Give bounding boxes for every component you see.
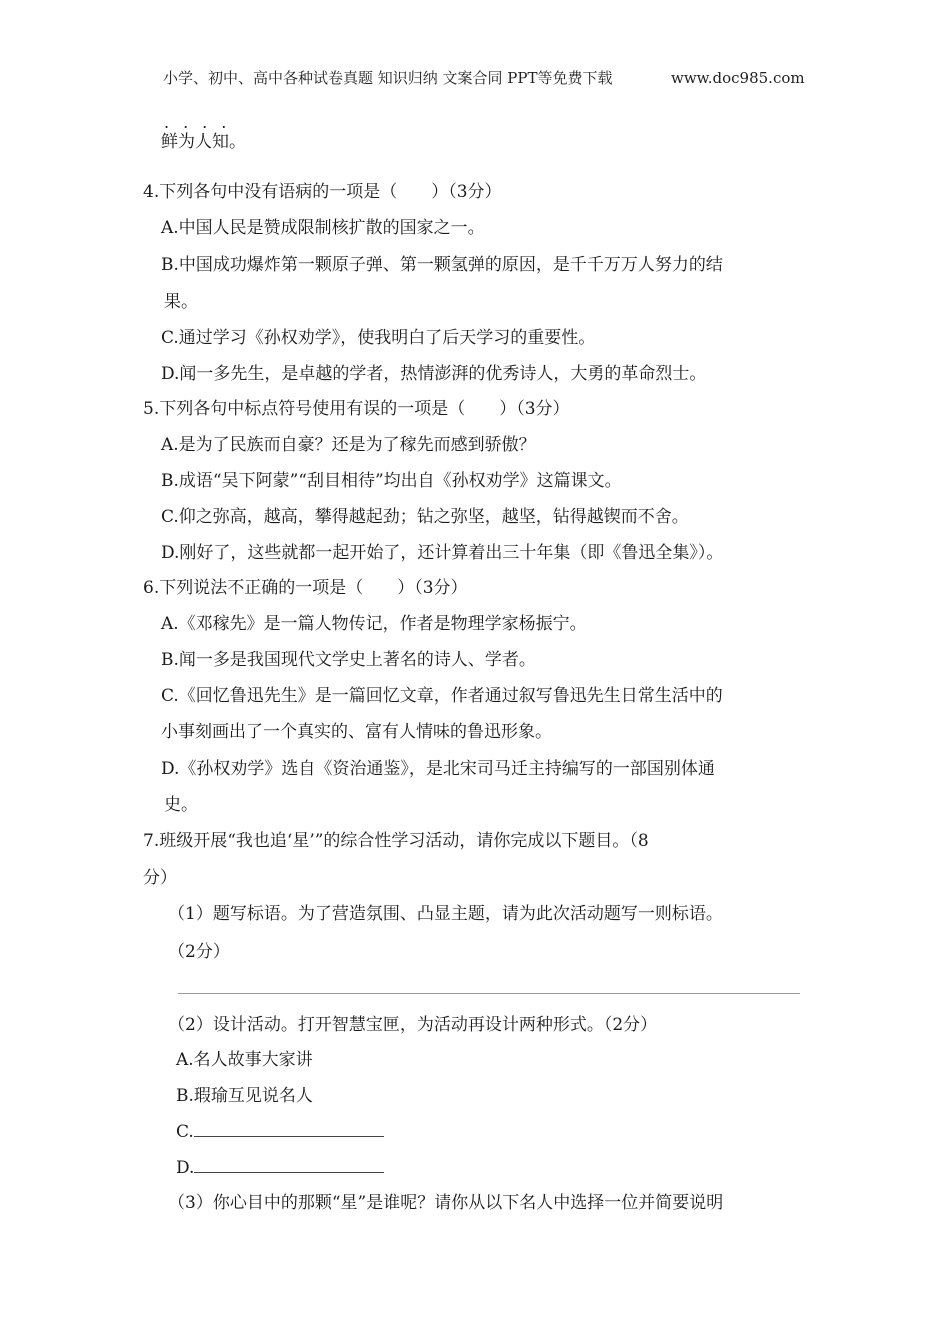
q4-stem: 4.下列各句中没有语病的一项是（ ）（3分） [143, 182, 502, 202]
q6-option-b: B.闻一多是我国现代文学史上著名的诗人、学者。 [161, 650, 536, 670]
q7-option-c-blank[interactable] [194, 1120, 384, 1137]
q7-stem-line2: 分） [143, 868, 177, 888]
q7-part3: （3）你心目中的那颗“星”是谁呢？请你从以下名人中选择一位并简要说明 [168, 1193, 724, 1213]
header-right: www.doc985.com [671, 69, 805, 87]
q7-option-d [176, 1156, 384, 1180]
q7-option-c-label: C. [176, 1122, 194, 1142]
q7-option-a: A.名人故事大家讲 [176, 1050, 313, 1070]
q6-option-c-line2: 小事刻画出了一个真实的、富有人情味的鲁迅形象。 [161, 722, 552, 742]
q5-option-c: C.仰之弥高，越高，攀得越起劲；钻之弥坚，越坚，钻得越锲而不舍。 [161, 507, 689, 527]
q6-option-d-line1: D.《孙权劝学》选自《资治通鉴》，是北宋司马迁主持编写的一部国别体通 [161, 759, 715, 779]
q4-option-b-line1: B.中国成功爆炸第一颗原子弹、第一颗氢弹的原因，是千千万万人努力的结 [161, 255, 723, 275]
q7-part2: （2）设计活动。打开智慧宝匣，为活动再设计两种形式。（2分） [168, 1015, 658, 1035]
q5-option-b: B.成语“吴下阿蒙”“刮目相待”均出自《孙权劝学》这篇课文。 [161, 471, 622, 491]
q7-option-d-blank[interactable] [194, 1156, 384, 1173]
q7-option-c [176, 1120, 384, 1144]
q7-stem-line1: 7.班级开展“我也追‘星’”的综合性学习活动，请你完成以下题目。（8 [143, 831, 649, 851]
q6-option-d-line2: 史。 [164, 795, 198, 815]
q5-stem: 5.下列各句中标点符号使用有误的一项是（ ）（3分） [143, 399, 570, 419]
q6-stem: 6.下列说法不正确的一项是（ ）（3分） [143, 578, 468, 598]
q5-option-a: A.是为了民族而自豪？还是为了稼先而感到骄傲？ [161, 435, 536, 455]
q4-option-b-line2: 果。 [164, 292, 198, 312]
header-left: 小学、初中、高中各种试卷真题 知识归纳 文案合同 PPT等免费下载 [163, 69, 613, 87]
q4-option-c: C.通过学习《孙权劝学》，使我明白了后天学习的重要性。 [161, 328, 596, 348]
q6-option-c-line1: C.《回忆鲁迅先生》是一篇回忆文章，作者通过叙写鲁迅先生日常生活中的 [161, 686, 723, 706]
q7-part1-line2: （2分） [168, 942, 230, 962]
continuation-text: 鲜为人知。 [161, 132, 246, 152]
q6-option-a: A.《邓稼先》是一篇人物传记，作者是物理学家杨振宁。 [161, 614, 587, 634]
q7-option-d-label: D. [176, 1158, 195, 1178]
answer-line[interactable] [178, 993, 800, 994]
q7-option-b: B.瑕瑜互见说名人 [176, 1086, 313, 1106]
q5-option-d: D.刚好了，这些就都一起开始了，还计算着出三十年集（即《鲁迅全集》）。 [161, 543, 724, 563]
q4-option-a: A.中国人民是赞成限制核扩散的国家之一。 [161, 218, 485, 238]
emphasis-dots: .... [164, 113, 241, 132]
q7-part1-line1: （1）题写标语。为了营造氛围、凸显主题，请为此次活动题写一则标语。 [168, 904, 723, 924]
q4-option-d: D.闻一多先生，是卓越的学者，热情澎湃的优秀诗人，大勇的革命烈士。 [161, 364, 707, 384]
